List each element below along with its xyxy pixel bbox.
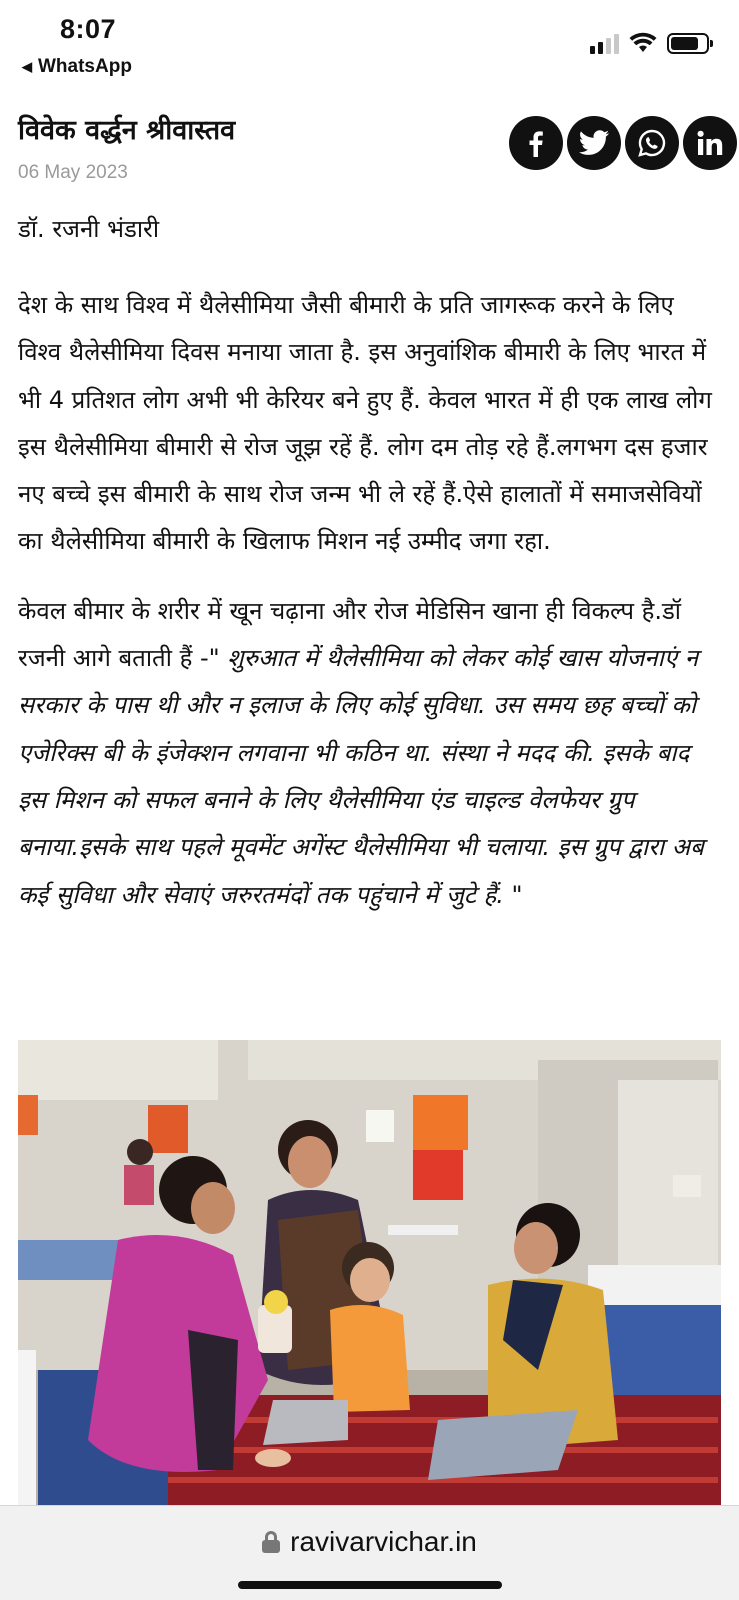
article-photo bbox=[18, 1040, 721, 1505]
linkedin-share-button[interactable] bbox=[683, 116, 737, 170]
article-paragraph: देश के साथ विश्व में थैलेसीमिया जैसी बीमारी के प्रति जागरूक करने के लिए विश्व थैलेसीमिया दिवस मनाया जाता है. इस अनुवांशिक बीमारी के लिए भारत में भी 4 प्रतिशत लोग अभी भी केरियर बने हुए हैं. केवल भारत में ही एक लाख लोग इस थैलेसीमिया बीमारी से रोज जूझ रहें हैं. लोग दम तोड़ रहे हैं.लगभग दस हजार नए बच्चे इस बीमारी के साथ रोज जन्म भी ले रहें हैं.ऐसे हालातों में समाजसेवियों का थैलेसीमिया बीमारी के खिलाफ मिशन नई उम्मीद जगा रहा. bbox=[18, 291, 712, 556]
article-body bbox=[18, 282, 724, 941]
home-indicator[interactable] bbox=[238, 1581, 502, 1589]
article-paragraph bbox=[18, 588, 724, 919]
battery-icon bbox=[667, 33, 709, 54]
lock-icon bbox=[262, 1531, 280, 1553]
quote-text: शुरुआत में थैलेसीमिया को लेकर कोई खास योजनाएं न सरकार के पास थी और न इलाज के लिए कोई सुविधा. उस समय छह बच्चों को एजेरिक्स बी के इंजेक्शन लगवाना भी कठिन था. संस्था ने मदद की. इसके बाद इस मिशन को सफल बनाने के लिए थैलेसीमिया एंड चाइल्ड वेलफेयर ग्रुप बनाया.इसके साथ पहले मूवमेंट अगेंस्ट थैलेसीमिया भी चलाया. इस ग्रुप द्वारा अब कई सुविधा और सेवाएं जरुरतमंदों तक पहुंचाने में जुटे हैं. " bbox=[18, 644, 704, 909]
twitter-icon bbox=[578, 129, 610, 157]
url-text: ravivarvichar.in bbox=[290, 1526, 477, 1557]
wifi-icon bbox=[629, 32, 657, 54]
status-bar bbox=[0, 0, 739, 92]
facebook-share-button[interactable] bbox=[509, 116, 563, 170]
url-display[interactable] bbox=[0, 1526, 739, 1558]
back-triangle-icon: ◀ bbox=[22, 59, 32, 74]
article-subject: डॉ. रजनी भंडारी bbox=[18, 215, 160, 243]
back-to-app-link[interactable] bbox=[22, 56, 132, 78]
whatsapp-share-button[interactable] bbox=[625, 116, 679, 170]
twitter-share-button[interactable] bbox=[567, 116, 621, 170]
cellular-signal-icon bbox=[590, 32, 619, 54]
status-icons bbox=[590, 32, 709, 54]
paragraph-text: केवल बीमार के शरीर में खून चढ़ाना और रोज मेडिसिन खाना ही विकल्प है.डॉ रजनी आगे बताती हैं -" bbox=[18, 596, 682, 673]
back-app-label: WhatsApp bbox=[38, 56, 132, 77]
browser-url-bar[interactable] bbox=[0, 1505, 739, 1600]
article-author: विवेक वर्द्धन श्रीवास्तव bbox=[18, 115, 236, 146]
hospital-ward-photo bbox=[18, 1040, 721, 1505]
linkedin-icon bbox=[695, 128, 725, 158]
article-date: 06 May 2023 bbox=[18, 162, 128, 183]
share-buttons bbox=[509, 116, 737, 170]
whatsapp-icon bbox=[637, 128, 667, 158]
facebook-icon bbox=[521, 128, 551, 158]
status-time: 8:07 bbox=[60, 14, 117, 44]
